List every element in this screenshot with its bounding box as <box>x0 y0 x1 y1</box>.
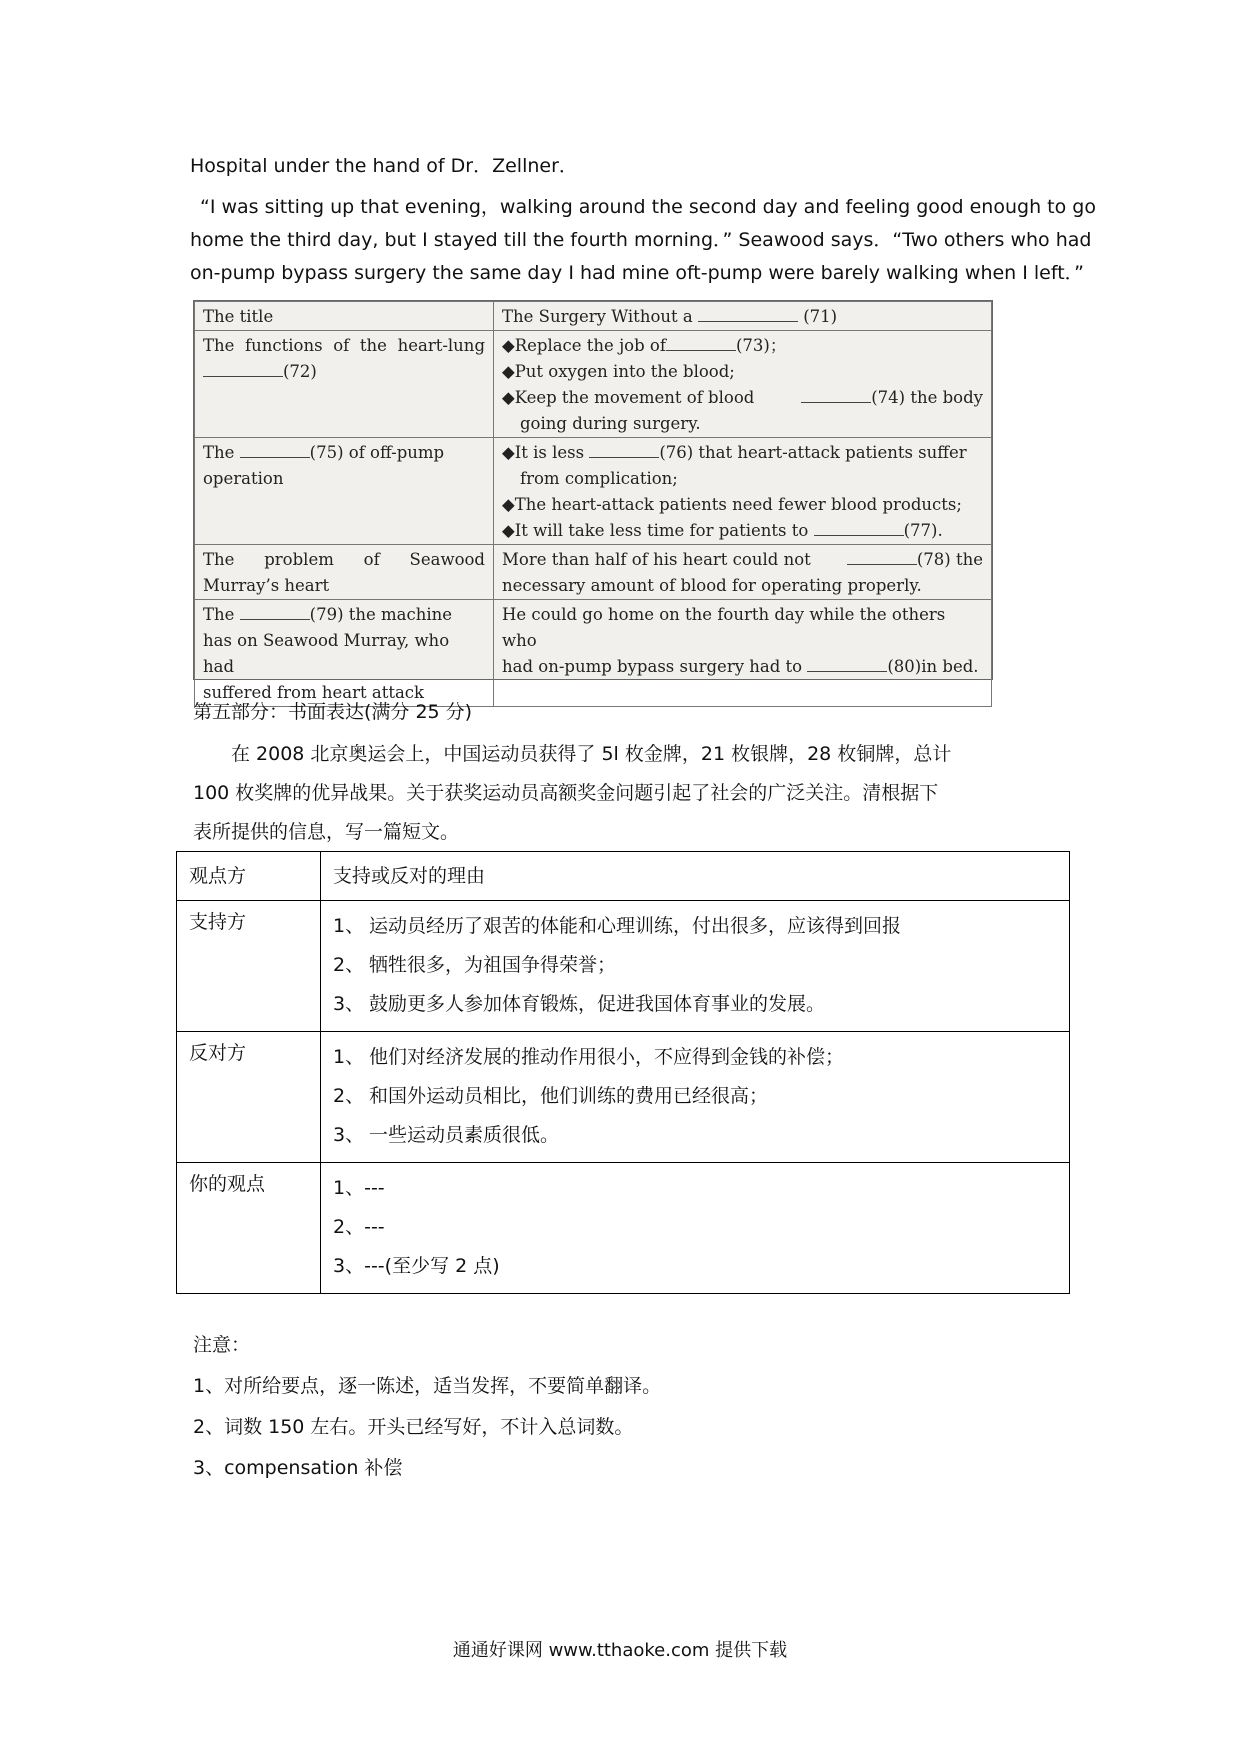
passage-text-line: home the third day, but I stayed till the fourth morning．” Seawood says．“Two others who had <box>190 229 1092 251</box>
blank-number: (72) <box>283 362 317 381</box>
answer-blank <box>666 335 736 351</box>
answer-blank <box>801 387 871 403</box>
blank-number: (76) that heart-attack patients suffer <box>659 443 967 462</box>
item-number: 3、 <box>333 1124 365 1146</box>
cell-text: The <box>203 605 235 624</box>
answer-blank <box>589 442 659 458</box>
answer-blank <box>814 520 904 536</box>
item-number: 2、 <box>333 954 365 976</box>
reason-item <box>333 985 1057 1024</box>
table-cell <box>195 438 494 545</box>
table-cell <box>494 600 992 707</box>
notes <box>193 1325 661 1489</box>
reasons-cell <box>321 901 1070 1032</box>
note-item: 2、词数 150 左右。开头已经写好，不计入总词数。 <box>193 1416 634 1438</box>
cell-text: necessary amount of blood for operating properly. <box>502 576 922 595</box>
prompt-line: 100 枚奖牌的优异战果。关于获奖运动员高额奖金问题引起了社会的广泛关注。清根据下 <box>193 782 939 804</box>
reasons-cell <box>321 1163 1070 1294</box>
cell-text: ◆Replace the job of <box>502 336 666 355</box>
table-cell <box>494 438 992 545</box>
reason-item <box>333 1116 1057 1155</box>
answer-blank <box>807 656 887 672</box>
table-cell <box>195 600 494 707</box>
note-item: 3、compensation 补偿 <box>193 1457 403 1479</box>
blank-number: (78) the <box>916 550 983 569</box>
blank-number: (79) the machine <box>309 605 453 624</box>
table-cell <box>195 302 494 331</box>
answer-blank <box>203 361 283 377</box>
cell-text: The Surgery Without a <box>502 307 693 326</box>
prompt-line: 表所提供的信息，写一篇短文。 <box>193 821 460 843</box>
header-cell: 支持或反对的理由 <box>321 852 1070 901</box>
reason-item <box>333 1038 1057 1077</box>
cell-text: operation <box>203 469 284 488</box>
blank-number: (75) of off-pump <box>309 443 445 462</box>
item-number: 1、 <box>333 1046 365 1068</box>
cell-text: Murray’s heart <box>203 576 330 595</box>
side-cell: 你的观点 <box>177 1163 321 1294</box>
blank-number: (71) <box>803 307 838 326</box>
cell-text: The problem of Seawood <box>203 550 485 569</box>
item-text: 牺牲很多，为祖国争得荣誉； <box>369 954 617 976</box>
cell-text: ◆Keep the movement of blood <box>502 388 755 407</box>
reason-item: 2、--- <box>333 1216 385 1238</box>
side-cell: 反对方 <box>177 1032 321 1163</box>
answer-blank <box>240 604 310 620</box>
item-text: 和国外运动员相比，他们训练的费用已经很高； <box>369 1085 769 1107</box>
cell-text: The functions of the heart-lung <box>203 336 485 355</box>
table-cell <box>195 331 494 438</box>
cell-text: ◆Put oxygen into the blood; <box>502 362 735 381</box>
passage-text-line: “I was sitting up that evening，walking around the second day and feeling good enough to go <box>200 196 1096 218</box>
item-text: 鼓励更多人参加体育锻炼，促进我国体育事业的发展。 <box>369 993 826 1015</box>
scanned-summary-table <box>193 300 993 702</box>
table-row <box>177 901 1070 1032</box>
cell-text: had on-pump bypass surgery had to <box>502 657 803 676</box>
cell-text: The title <box>203 307 274 326</box>
table-cell <box>195 545 494 600</box>
reason-item <box>333 946 1057 985</box>
reason-item: 1、--- <box>333 1177 385 1199</box>
prompt-line: 在 2008 北京奥运会上，中国运动员获得了 5l 枚金牌，21 枚银牌，28 枚铜牌，总计 <box>231 743 952 765</box>
table-row <box>177 1163 1070 1294</box>
item-number: 2、 <box>333 1085 365 1107</box>
section-prompt <box>193 735 1053 852</box>
item-text: 运动员经历了艰苦的体能和心理训练，付出很多，应该得到回报 <box>369 915 902 937</box>
opinion-table <box>176 851 1070 1294</box>
item-number: 1、 <box>333 915 365 937</box>
side-cell: 支持方 <box>177 901 321 1032</box>
answer-blank <box>240 442 310 458</box>
section-heading: 第五部分：书面表达(满分 25 分) <box>193 701 473 723</box>
header-cell: 观点方 <box>177 852 321 901</box>
reason-item: 3、---(至少写 2 点) <box>333 1255 500 1277</box>
blank-number: (80)in bed. <box>887 657 979 676</box>
cell-text: The <box>203 443 235 462</box>
passage-line-1: Hospital under the hand of Dr．Zellner． <box>190 155 578 177</box>
note-item: 1、对所给要点，逐一陈述，适当发挥，不要简单翻译。 <box>193 1375 662 1397</box>
item-text: 他们对经济发展的推动作用很小，不应得到金钱的补偿； <box>369 1046 845 1068</box>
cell-text: from complication; <box>520 469 678 488</box>
table-row <box>177 1032 1070 1163</box>
table-cell <box>494 331 992 438</box>
answer-blank <box>847 549 917 565</box>
answer-blank <box>698 306 798 322</box>
table-header-row <box>177 852 1070 901</box>
cell-text: suffered from heart attack <box>203 683 425 702</box>
cell-text: More than half of his heart could not <box>502 550 811 569</box>
cell-text: ◆It is less <box>502 443 585 462</box>
blank-number: (77). <box>903 521 943 540</box>
blank-number: (74) the body <box>871 388 983 407</box>
item-text: 一些运动员素质很低。 <box>369 1124 560 1146</box>
passage-paragraph-2 <box>190 191 1096 290</box>
cell-text: ◆The heart-attack patients need fewer blood products; <box>502 495 962 514</box>
table-cell <box>494 302 992 331</box>
passage-text-line: on-pump bypass surgery the same day I had mine oft-pump were barely walking when I left．” <box>190 262 1085 284</box>
item-number: 3、 <box>333 993 365 1015</box>
cell-text: has on Seawood Murray, who had <box>203 631 450 676</box>
cell-text: going during surgery. <box>520 414 701 433</box>
notes-title: 注意： <box>193 1334 251 1356</box>
reason-item <box>333 907 1057 946</box>
cell-text: ◆It will take less time for patients to <box>502 521 809 540</box>
page-footer: 通通好课网 www.tthaoke.com 提供下载 <box>452 1640 788 1661</box>
reason-item <box>333 1077 1057 1116</box>
table-cell <box>494 545 992 600</box>
reasons-cell <box>321 1032 1070 1163</box>
blank-number: (73)； <box>735 336 787 355</box>
cell-text: He could go home on the fourth day while the others who <box>502 605 946 650</box>
